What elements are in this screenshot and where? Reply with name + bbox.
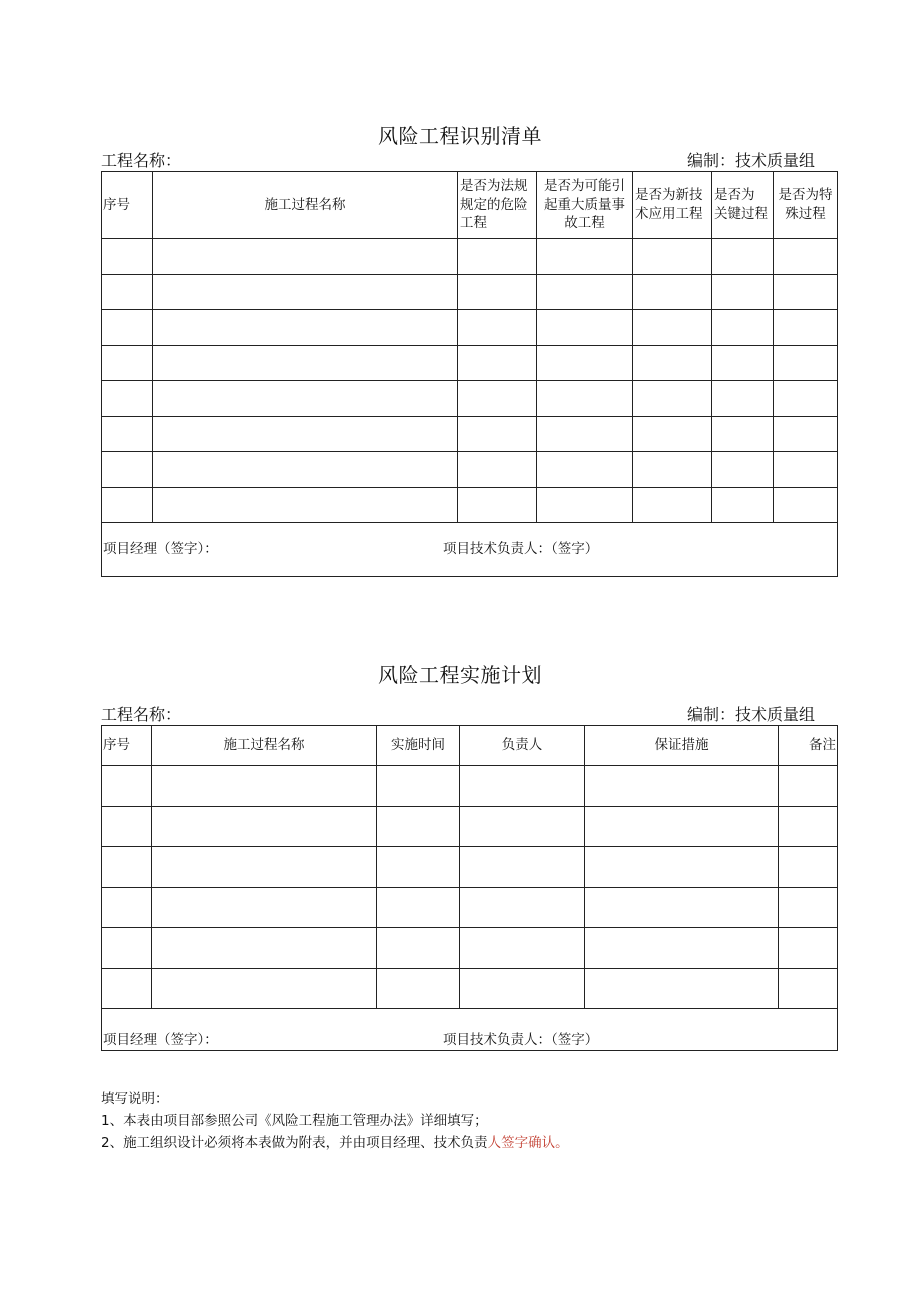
section1-meta bbox=[101, 148, 815, 171]
cell[interactable] bbox=[633, 416, 712, 452]
table-row bbox=[102, 274, 838, 310]
cell[interactable] bbox=[633, 452, 712, 488]
section2-meta bbox=[101, 702, 815, 725]
cell[interactable] bbox=[377, 968, 460, 1009]
signature-row bbox=[102, 523, 838, 577]
header-serial: 序号 bbox=[102, 172, 153, 239]
cell[interactable] bbox=[377, 766, 460, 807]
table-row bbox=[102, 487, 838, 523]
cell[interactable] bbox=[774, 274, 838, 310]
table-row bbox=[102, 928, 838, 969]
cell[interactable] bbox=[460, 806, 585, 847]
signature-project-manager: 项目经理（签字）： bbox=[103, 541, 218, 558]
cell[interactable] bbox=[779, 847, 838, 888]
cell[interactable] bbox=[153, 274, 458, 310]
table-row bbox=[102, 310, 838, 346]
cell[interactable] bbox=[153, 345, 458, 381]
cell[interactable] bbox=[712, 310, 774, 346]
cell[interactable] bbox=[153, 310, 458, 346]
cell[interactable] bbox=[585, 968, 779, 1009]
table-row bbox=[102, 416, 838, 452]
cell[interactable] bbox=[458, 452, 537, 488]
cell[interactable] bbox=[633, 310, 712, 346]
cell[interactable] bbox=[377, 847, 460, 888]
cell[interactable] bbox=[537, 345, 633, 381]
cell[interactable] bbox=[458, 310, 537, 346]
cell[interactable] bbox=[152, 806, 377, 847]
table-row bbox=[102, 766, 838, 807]
cell[interactable] bbox=[585, 766, 779, 807]
cell[interactable] bbox=[585, 887, 779, 928]
cell[interactable] bbox=[537, 310, 633, 346]
header-serial: 序号 bbox=[102, 726, 152, 766]
signature-tech-lead: 项目技术负责人：（签字） bbox=[443, 1032, 599, 1049]
cell[interactable] bbox=[458, 274, 537, 310]
cell[interactable] bbox=[153, 452, 458, 488]
cell[interactable] bbox=[537, 381, 633, 417]
section1-title: 风险工程识别清单 bbox=[378, 124, 542, 148]
notes-line-1: 1、本表由项目部参照公司《风险工程施工管理办法》详细填写； bbox=[101, 1113, 488, 1129]
cell[interactable] bbox=[712, 452, 774, 488]
cell[interactable] bbox=[102, 847, 152, 888]
cell[interactable] bbox=[774, 416, 838, 452]
cell[interactable] bbox=[633, 345, 712, 381]
cell[interactable] bbox=[102, 766, 152, 807]
header-responsible-person: 负责人 bbox=[460, 726, 585, 766]
section2-title: 风险工程实施计划 bbox=[378, 663, 542, 687]
cell[interactable] bbox=[712, 345, 774, 381]
cell[interactable] bbox=[712, 274, 774, 310]
cell[interactable] bbox=[458, 345, 537, 381]
cell[interactable] bbox=[458, 239, 537, 275]
cell[interactable] bbox=[153, 487, 458, 523]
header-implementation-time: 实施时间 bbox=[377, 726, 460, 766]
section2-compiler: 编制：技术质量组 bbox=[686, 705, 815, 724]
header-process-name: 施工过程名称 bbox=[152, 726, 377, 766]
cell[interactable] bbox=[102, 968, 152, 1009]
table-row bbox=[102, 887, 838, 928]
cell[interactable] bbox=[102, 887, 152, 928]
table-header-row bbox=[102, 172, 838, 239]
cell[interactable] bbox=[102, 806, 152, 847]
header-guarantee-measures: 保证措施 bbox=[585, 726, 779, 766]
cell[interactable] bbox=[153, 416, 458, 452]
table-row bbox=[102, 381, 838, 417]
cell[interactable] bbox=[712, 487, 774, 523]
cell[interactable] bbox=[774, 345, 838, 381]
cell[interactable] bbox=[633, 239, 712, 275]
table-row bbox=[102, 239, 838, 275]
cell[interactable] bbox=[537, 452, 633, 488]
cell[interactable] bbox=[460, 887, 585, 928]
header-major-quality-risk: 是否为可能引起重大质量事故工程 bbox=[544, 177, 625, 232]
table-row bbox=[102, 452, 838, 488]
notes-heading: 填写说明： bbox=[101, 1091, 169, 1107]
cell[interactable] bbox=[152, 766, 377, 807]
header-remarks: 备注 bbox=[779, 726, 838, 766]
cell[interactable] bbox=[779, 806, 838, 847]
table-row bbox=[102, 806, 838, 847]
cell[interactable] bbox=[779, 928, 838, 969]
cell[interactable] bbox=[774, 310, 838, 346]
notes-line-2-red: 人签字确认。 bbox=[487, 1135, 569, 1151]
cell[interactable] bbox=[152, 847, 377, 888]
section1-compiler: 编制：技术质量组 bbox=[686, 151, 815, 170]
cell[interactable] bbox=[377, 928, 460, 969]
cell[interactable] bbox=[377, 887, 460, 928]
cell[interactable] bbox=[102, 274, 153, 310]
cell[interactable] bbox=[460, 968, 585, 1009]
cell[interactable] bbox=[460, 766, 585, 807]
header-regulated-hazard: 是否为法规规定的危险工程 bbox=[460, 177, 528, 232]
cell[interactable] bbox=[537, 239, 633, 275]
cell[interactable] bbox=[152, 887, 377, 928]
notes-line-2 bbox=[101, 1132, 569, 1154]
cell[interactable] bbox=[633, 274, 712, 310]
signature-project-manager: 项目经理（签字）： bbox=[103, 1032, 218, 1049]
cell[interactable] bbox=[102, 928, 152, 969]
cell[interactable] bbox=[458, 416, 537, 452]
table-row bbox=[102, 847, 838, 888]
risk-implementation-table bbox=[101, 725, 838, 1051]
header-key-process: 是否为 关键过程 bbox=[714, 187, 768, 222]
cell[interactable] bbox=[152, 968, 377, 1009]
cell[interactable] bbox=[102, 310, 153, 346]
header-special-process: 是否为特 殊过程 bbox=[778, 187, 833, 222]
cell[interactable] bbox=[779, 766, 838, 807]
cell[interactable] bbox=[585, 806, 779, 847]
cell[interactable] bbox=[779, 968, 838, 1009]
table-row bbox=[102, 345, 838, 381]
cell[interactable] bbox=[102, 381, 153, 417]
cell[interactable] bbox=[102, 239, 153, 275]
cell[interactable] bbox=[102, 487, 153, 523]
cell[interactable] bbox=[377, 806, 460, 847]
cell[interactable] bbox=[460, 847, 585, 888]
header-process-name: 施工过程名称 bbox=[153, 172, 458, 239]
cell[interactable] bbox=[712, 239, 774, 275]
cell[interactable] bbox=[537, 274, 633, 310]
cell[interactable] bbox=[460, 928, 585, 969]
cell[interactable] bbox=[779, 887, 838, 928]
cell[interactable] bbox=[152, 928, 377, 969]
cell[interactable] bbox=[458, 381, 537, 417]
cell[interactable] bbox=[102, 345, 153, 381]
cell[interactable] bbox=[537, 416, 633, 452]
cell[interactable] bbox=[633, 381, 712, 417]
cell[interactable] bbox=[102, 452, 153, 488]
signature-row bbox=[102, 1009, 838, 1051]
signature-tech-lead: 项目技术负责人：（签字） bbox=[443, 541, 599, 558]
cell[interactable] bbox=[458, 487, 537, 523]
cell[interactable] bbox=[774, 452, 838, 488]
cell[interactable] bbox=[774, 487, 838, 523]
cell[interactable] bbox=[585, 928, 779, 969]
cell[interactable] bbox=[585, 847, 779, 888]
cell[interactable] bbox=[537, 487, 633, 523]
cell[interactable] bbox=[712, 416, 774, 452]
cell[interactable] bbox=[774, 239, 838, 275]
header-new-technology: 是否为新技术应用工程 bbox=[635, 187, 703, 222]
section1-project-name-label: 工程名称： bbox=[101, 151, 182, 170]
table-header-row bbox=[102, 726, 838, 766]
notes-line-2-main: 2、施工组织设计必须将本表做为附表，并由项目经理、技术负责 bbox=[101, 1135, 488, 1151]
cell[interactable] bbox=[712, 381, 774, 417]
section2-project-name-label: 工程名称： bbox=[101, 705, 182, 724]
table-row bbox=[102, 968, 838, 1009]
cell[interactable] bbox=[153, 239, 458, 275]
cell[interactable] bbox=[102, 416, 153, 452]
cell[interactable] bbox=[633, 487, 712, 523]
risk-identification-table bbox=[101, 171, 838, 577]
filling-instructions bbox=[101, 1088, 569, 1154]
cell[interactable] bbox=[153, 381, 458, 417]
cell[interactable] bbox=[774, 381, 838, 417]
